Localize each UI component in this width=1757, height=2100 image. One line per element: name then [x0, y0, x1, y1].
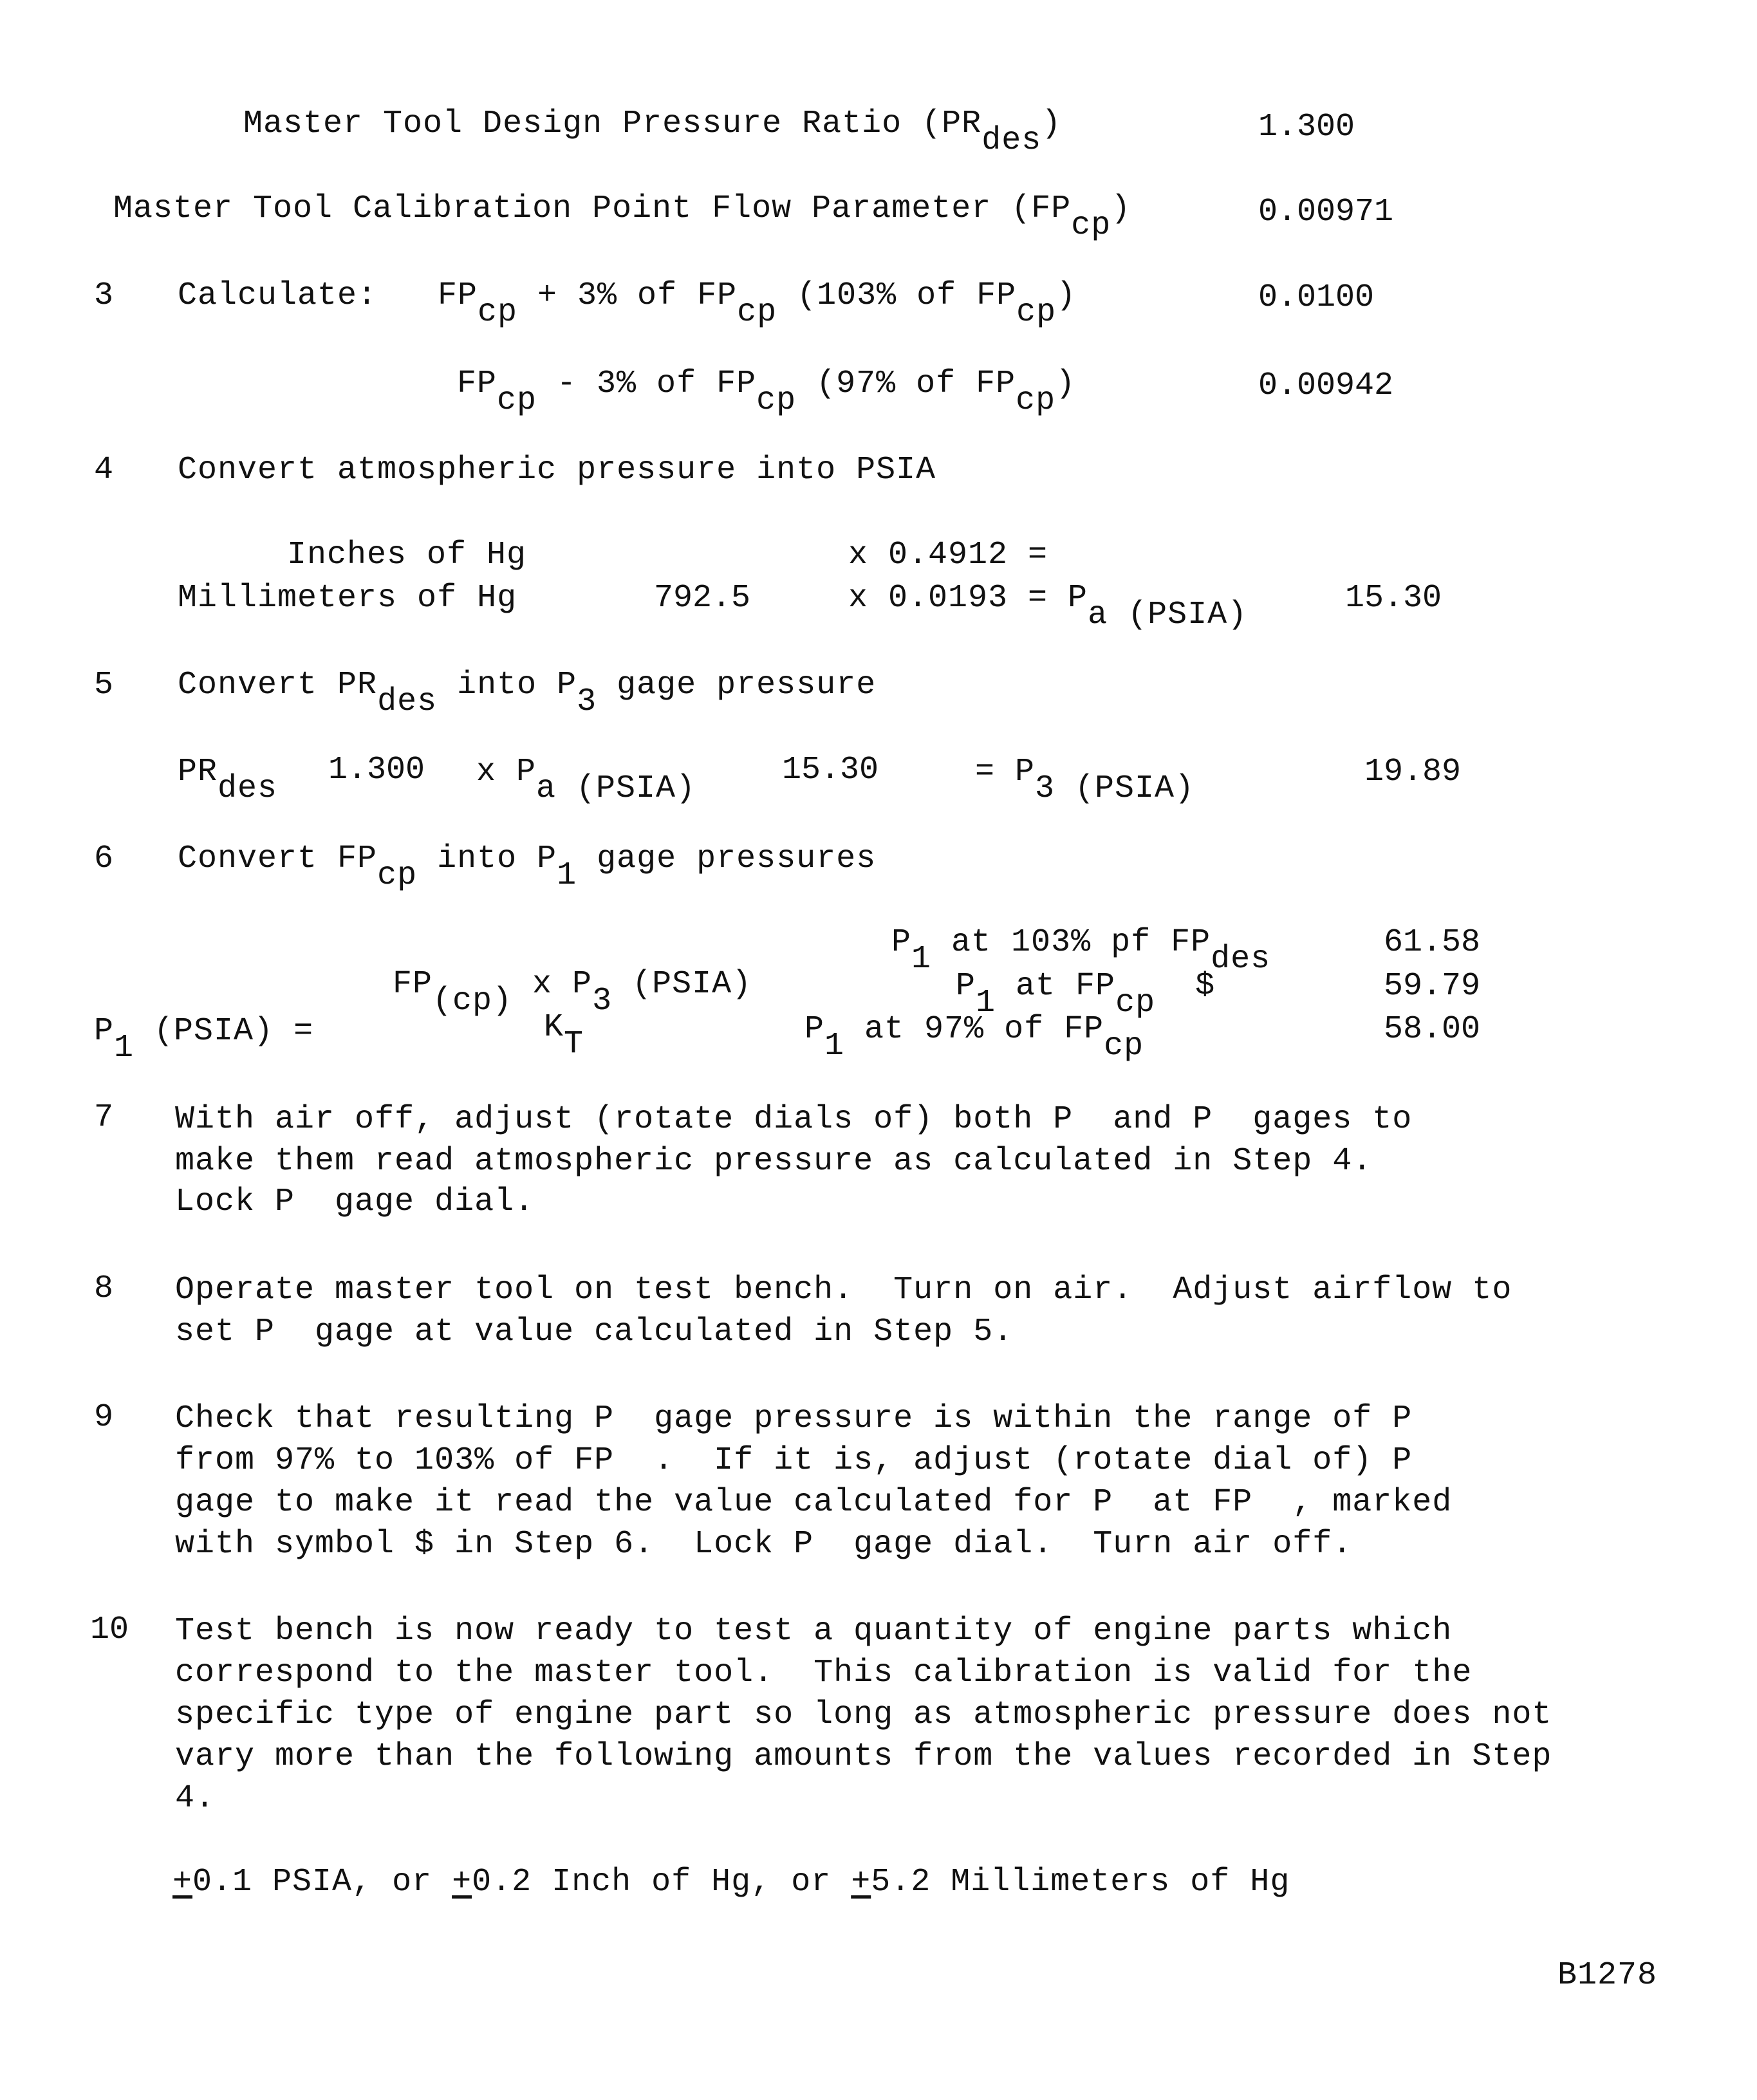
step-8-number: 8 [94, 1270, 114, 1307]
step-5-p3-psia: = P3 (PSIA) [975, 754, 1195, 807]
design-pressure-ratio-value: 1.300 [1258, 109, 1355, 145]
step-6-number: 6 [94, 841, 114, 877]
step-10-line-5: 4. [175, 1780, 216, 1817]
calibration-flow-parameter-value: 0.00971 [1258, 194, 1394, 230]
inches-of-hg-factor: x 0.4912 = [848, 537, 1048, 573]
atmospheric-pressure-psia-value: 15.30 [1345, 580, 1442, 617]
step-7-number: 7 [94, 1099, 114, 1136]
step-7-line-2: make them read atmospheric pressure as calculated in Step 4. [175, 1143, 1373, 1180]
step-4-title: Convert atmospheric pressure into PSIA [178, 452, 936, 488]
step-10-line-3: specific type of engine part so long as atmospheric pressure does not [175, 1696, 1552, 1733]
step-10-line-4: vary more than the following amounts from the values recorded in Step [175, 1738, 1552, 1775]
step-3-plus-row: FPcp + 3% of FPcp (103% of FPcp) [438, 277, 1077, 331]
step-3-minus-value: 0.00942 [1258, 367, 1394, 404]
step-7-line-3: Lock P gage dial. [175, 1184, 535, 1220]
calibration-marker-symbol: $ [1195, 968, 1216, 1005]
step-6-result-97-value: 58.00 [1384, 1011, 1481, 1048]
step-3-plus-value: 0.0100 [1258, 279, 1375, 316]
step-10-line-1: Test bench is now ready to test a quantity of engine parts which [175, 1613, 1453, 1649]
step-8-line-2: set P gage at value calculated in Step 5. [175, 1314, 1014, 1350]
design-pressure-ratio-label: Master Tool Design Pressure Ratio (PRdes) [243, 106, 1062, 159]
step-9-line-3: gage to make it read the value calculated for P at FP , marked [175, 1484, 1453, 1521]
step-10-number: 10 [90, 1612, 129, 1648]
page-identifier: B1278 [1557, 1957, 1658, 1994]
step-6-result-103: P1 at 103% pf FPdes [891, 924, 1271, 978]
step-5-pr-des: PRdes [178, 754, 278, 807]
step-9-line-4: with symbol $ in Step 6. Lock P gage dial. Turn air off. [175, 1526, 1353, 1563]
step-6-title: Convert FPcp into P1 gage pressures [178, 841, 877, 894]
step-5-pa-value: 15.30 [782, 752, 879, 788]
step-8-line-1: Operate master tool on test bench. Turn on air. Adjust airflow to [175, 1272, 1512, 1308]
inches-of-hg-label: Inches of Hg [287, 537, 527, 573]
step-3-minus-row: FPcp - 3% of FPcp (97% of FPcp) [457, 366, 1076, 419]
calibration-flow-parameter-label: Master Tool Calibration Point Flow Parameter (FPcp) [113, 190, 1131, 244]
step-6-result-97: P1 at 97% of FPcp [804, 1011, 1144, 1064]
step-5-pr-des-value: 1.300 [328, 752, 425, 788]
step-5-p3-psia-value: 19.89 [1364, 754, 1462, 790]
step-6-p1-psia-lhs: P1 (PSIA) = [94, 1013, 314, 1066]
atmospheric-tolerance: +0.1 PSIA, or +0.2 Inch of Hg, or +5.2 Millimeters of Hg [172, 1864, 1290, 1900]
step-6-result-103-value: 61.58 [1384, 924, 1481, 961]
step-9-line-2: from 97% to 103% of FP . If it is, adjust (rotate dial of) P [175, 1442, 1413, 1479]
step-5-pa-psia: x Pa (PSIA) [476, 754, 696, 807]
step-9-number: 9 [94, 1399, 114, 1436]
step-4-number: 4 [94, 452, 114, 488]
step-6-numerator: FP(cp) x P3 (PSIA) [393, 966, 752, 1019]
millimeters-of-hg-factor: x 0.0193 = Pa (PSIA) [848, 580, 1248, 633]
step-6-result-cp-value: 59.79 [1384, 968, 1481, 1005]
step-6-denominator-kt: KT [544, 1009, 584, 1063]
step-3-number: 3 [94, 277, 114, 314]
step-6-result-cp: P1 at FPcp $ [956, 968, 1216, 1021]
step-5-number: 5 [94, 667, 114, 703]
step-10-line-2: correspond to the master tool. This calibration is valid for the [175, 1655, 1473, 1691]
step-5-title: Convert PRdes into P3 gage pressure [178, 667, 877, 720]
step-7-line-1: With air off, adjust (rotate dials of) both P and P gages to [175, 1101, 1413, 1138]
millimeters-of-hg-value: 792.5 [654, 580, 751, 617]
step-9-line-1: Check that resulting P gage pressure is within the range of P [175, 1400, 1413, 1437]
millimeters-of-hg-label: Millimeters of Hg [178, 580, 517, 617]
step-3-label: Calculate: [178, 277, 378, 314]
